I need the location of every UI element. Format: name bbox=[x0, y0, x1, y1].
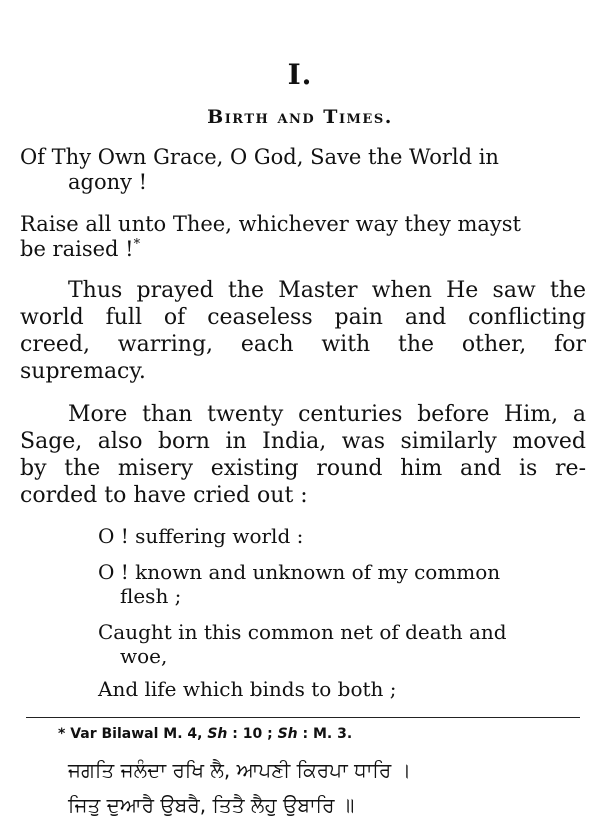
verse-1 bbox=[20, 145, 586, 195]
footnote-reference-mark: * bbox=[133, 237, 141, 252]
gurmukhi-line-1: ਜਗਤਿ ਜਲੰਦਾ ਰਖਿ ਲੈ, ਆਪਣੀ ਕਿਰਪਾ ਧਾਰਿ । bbox=[68, 758, 412, 782]
verse-2-line-2-text: be raised ! bbox=[20, 237, 134, 261]
verse-1-line-2: agony ! bbox=[68, 170, 148, 194]
paragraph-2-line: corded to have cried out : bbox=[20, 483, 308, 508]
verse-2-line-2 bbox=[20, 237, 586, 262]
poem-line: O ! known and unknown of my common bbox=[98, 560, 501, 584]
verse-1-line-1: Of Thy Own Grace, O God, Save the World in bbox=[20, 145, 499, 169]
chapter-title: Birth and Times. bbox=[207, 106, 393, 128]
paragraph-1-line: creed, warring, each with the other, for bbox=[20, 332, 586, 357]
paragraph-2-line: Sage, also born in India, was similarly moved bbox=[20, 429, 586, 454]
footnote-text-b: : 10 ; bbox=[232, 726, 273, 742]
footnote bbox=[58, 726, 352, 742]
poem-line: Caught in this common net of death and bbox=[98, 620, 507, 644]
verse-2 bbox=[20, 212, 586, 262]
poem-line: And life which binds to both ; bbox=[98, 677, 397, 701]
paragraph-1-line: world full of ceaseless pain and conflicting bbox=[20, 305, 586, 330]
paragraph-1 bbox=[20, 277, 586, 385]
poem-line-continuation: flesh ; bbox=[120, 584, 182, 608]
footnote-mark: * bbox=[58, 726, 66, 742]
paragraph-2 bbox=[20, 401, 586, 509]
footnote-divider bbox=[26, 717, 580, 718]
paragraph-1-line: Thus prayed the Master when He saw the bbox=[68, 278, 586, 303]
footnote-sh-2: Sh bbox=[277, 726, 298, 742]
chapter-number: I. bbox=[287, 58, 313, 91]
gurmukhi-line-2: ਜਿਤੁ ਦੁਆਰੈ ਉਬਰੈ, ਤਿਤੈ ਲੈਹੁ ਉਬਾਰਿ ॥ bbox=[68, 793, 355, 817]
poem-stanza-2 bbox=[98, 560, 586, 608]
poem-stanza-4 bbox=[98, 677, 586, 701]
footnote-text-a: Var Bilawal M. 4, bbox=[70, 726, 203, 742]
paragraph-1-line: supremacy. bbox=[20, 359, 146, 384]
footnote-sh-1: Sh bbox=[207, 726, 228, 742]
verse-2-line-1: Raise all unto Thee, whichever way they mayst bbox=[20, 212, 521, 236]
paragraph-2-line: More than twenty centuries before Him, a bbox=[68, 402, 586, 427]
poem-stanza-1 bbox=[98, 524, 586, 548]
footnote-text-c: : M. 3. bbox=[302, 726, 353, 742]
poem-line: O ! suffering world : bbox=[98, 524, 304, 548]
poem-stanza-3 bbox=[98, 620, 586, 668]
poem-line-continuation: woe, bbox=[120, 644, 168, 668]
paragraph-2-line: by the misery existing round him and is re- bbox=[20, 456, 586, 481]
